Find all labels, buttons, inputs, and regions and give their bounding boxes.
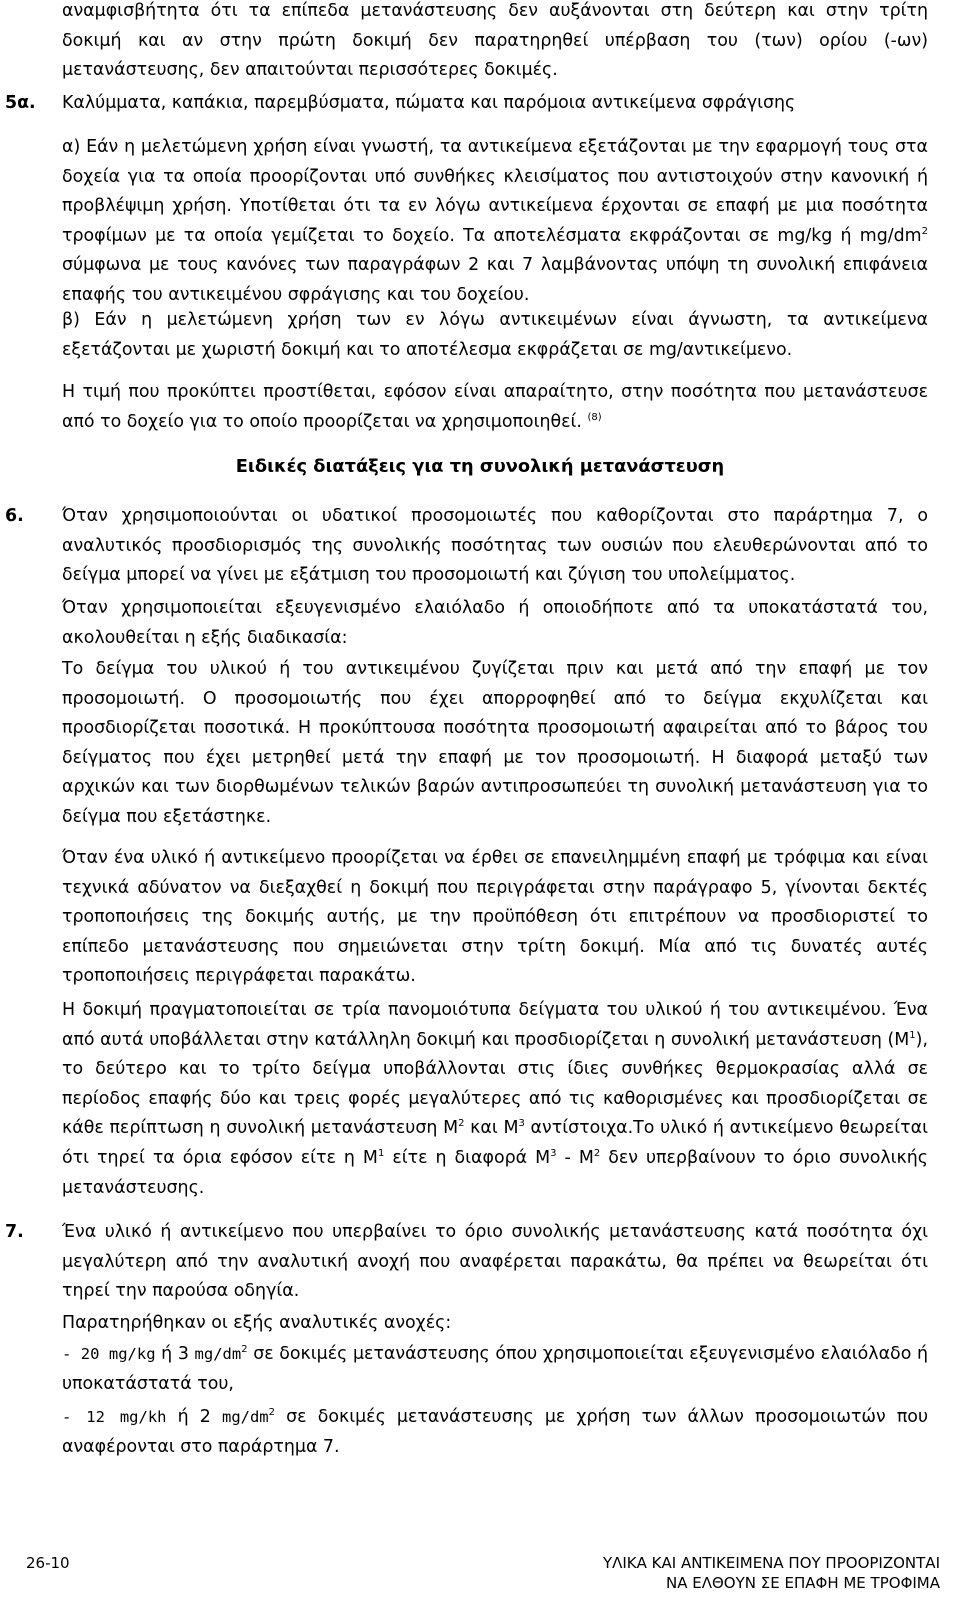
section-6-paragraph-5: Η δοκιμή πραγματοποιείται σε τρία πανομοιότυπα δείγματα του υλικού ή του αντικειμένου. Ένα από αυτά υποβάλλεται στην κατάλληλη δοκιμή και προσδιορίζεται η συνολική μετανάστευση $(M^1)$, το δεύτερο και το τρίτο δείγμα υποβάλλονται στις ίδιες συνθήκες θερμοκρασίας αλλά σε περίοδος επαφής δύο και τρεις φορές μεγαλύτερες από τις καθορισμένες και προσδιορίζεται σε κάθε περίπτωση η συνολική μετανάστευση $M^2$ και $M^3$ αντίστοιχα.Το υλικό ή αντικείμενο θεωρείται ότι τηρεί τα όρια εφόσον είτε η $M^1$ είτε η διαφορά $M^3 - M^2$ δεν υπερβαίνουν το όριο συνολικής μετανάστευσης. bbox=[62, 1000, 928, 1198]
tolerance-item-1: - 20 mg/kg ή 3 $mg/dm^2$ σε δοκιμές μετανάστευσης όπου χρησιμοποιείται εξευγενισμένο ελαιόλαδο ή υποκατάστατά του, bbox=[62, 1344, 928, 1394]
footnote-ref: (8) bbox=[587, 411, 602, 423]
section-6-number: 6. bbox=[5, 506, 24, 526]
section-7-paragraph-2: Παρατηρήθηκαν οι εξής αναλυτικές ανοχές: bbox=[62, 1313, 452, 1333]
section-heading: Ειδικές διατάξεις για τη συνολική μετανάστευση bbox=[235, 456, 725, 477]
section-5a-paragraph-b: β) Εάν η μελετώμενη χρήση των εν λόγω αντικειμένων είναι άγνωστη, τα αντικείμενα εξετάζονται με χωριστή δοκιμή και το αποτέλεσμα εκφράζεται σε mg/αντικείμενο. bbox=[62, 310, 928, 360]
footer-title-line-2: ΝΑ ΕΛΘΟΥΝ ΣΕ ΕΠΑΦΗ ΜΕ ΤΡΟΦΙΜΑ bbox=[666, 1574, 940, 1592]
footer-title bbox=[603, 1553, 940, 1593]
section-5a-number: 5α. bbox=[5, 93, 36, 113]
section-5a-paragraph-c: Η τιμή που προκύπτει προστίθεται, εφόσον είναι απαραίτητο, στην ποσότητα που μετανάστευσε από το δοχείο για το οποίο προορίζεται να χρησιμοποιηθεί. $^{(8)}$ bbox=[62, 382, 928, 432]
section-7-number: 7. bbox=[5, 1222, 24, 1242]
footer-title-line-1: ΥΛΙΚΑ ΚΑΙ ΑΝΤΙΚΕΙΜΕΝΑ ΠΟΥ ΠΡΟΟΡΙΖΟΝΤΑΙ bbox=[602, 1554, 940, 1572]
section-5a-title: Καλύμματα, καπάκια, παρεμβύσματα, πώματα και παρόμοια αντικείμενα σφράγισης bbox=[62, 93, 796, 113]
section-6-paragraph-3: Το δείγμα του υλικού ή του αντικειμένου ζυγίζεται πριν και μετά από την επαφή με τον προσομοιωτή. Ο προσομοιωτής που έχει απορροφηθεί από το δείγμα εκχυλίζεται και προσδιορίζεται ποσοτικά. Η προκύπτουσα ποσότητα προσομοιωτή αφαιρείται από το βάρος του δείγματος που έχει μετρηθεί μετά την επαφή με τον προσομοιωτή. Η διαφορά μεταξύ των αρχικών και των διορθωμένων τελικών βαρών αντιπροσωπεύει τη συνολική μετανάστευση για το δείγμα που εξετάστηκε. bbox=[62, 659, 928, 827]
section-6-paragraph-4: Όταν ένα υλικό ή αντικείμενο προορίζεται να έρθει σε επανειλημμένη επαφή με τρόφιμα και είναι τεχνικά αδύνατον να διεξαχθεί η δοκιμή που περιγράφεται στην παράγραφο 5, γίνονται δεκτές τροποποιήσεις της δοκιμής αυτής, με την προϋπόθεση ότι επιτρέπουν να προσδιοριστεί το επίπεδο μετανάστευσης που σημειώνεται στην τρίτη δοκιμή. Μία από τις δυνατές αυτές τροποποιήσεις περιγράφεται παρακάτω. bbox=[62, 848, 928, 987]
footer-page-number: 26-10 bbox=[26, 1554, 70, 1572]
intro-paragraph: αναμφισβήτητα ότι τα επίπεδα μετανάστευσης δεν αυξάνονται στη δεύτερη και στην τρίτη δοκιμή και αν στην πρώτη δοκιμή δεν παρατηρηθεί υπέρβαση του (των) ορίου (-ων) μετανάστευσης, δεν απαιτούνται περισσότερες δοκιμές. bbox=[62, 1, 928, 81]
section-6-paragraph-1: Όταν χρησιμοποιούνται οι υδατικοί προσομοιωτές που καθορίζονται στο παράρτημα 7, ο αναλυτικός προσδιορισμός της συνολικής ποσότητας των ουσιών που ελευθερώνονται από το δείγμα μπορεί να γίνει με εξάτμιση του προσομοιωτή και ζύγιση του υπολείμματος. bbox=[62, 506, 928, 586]
section-6-paragraph-2: Όταν χρησιμοποιείται εξευγενισμένο ελαιόλαδο ή οποιοδήποτε από τα υποκατάστατά του, ακολουθείται η εξής διαδικασία: bbox=[62, 598, 928, 648]
section-5a-paragraph-a: α) Εάν η μελετώμενη χρήση είναι γνωστή, τα αντικείμενα εξετάζονται με την εφαρμογή τους στα δοχεία για τα οποία προορίζονται υπό συνθήκες κλεισίματος που αντιστοιχούν στην κανονική ή προβλέψιμη χρήση. Υποτίθεται ότι τα εν λόγω αντικείμενα έρχονται σε επαφή με μια ποσότητα τροφίμων με τα οποία γεμίζεται το δοχείο. Τα αποτελέσματα εκφράζονται σε mg/kg ή $mg/dm^2$ σύμφωνα με τους κανόνες των παραγράφων 2 και 7 λαμβάνοντας υπόψη τη συνολική επιφάνεια επαφής του αντικειμένου σφράγισης και του δοχείου. bbox=[62, 137, 928, 305]
section-7-paragraph-1: Ένα υλικό ή αντικείμενο που υπερβαίνει το όριο συνολικής μετανάστευσης κατά ποσότητα όχι μεγαλύτερη από την αναλυτική ανοχή που αναφέρεται παρακάτω, θα πρέπει να θεωρείται ότι τηρεί την παρούσα οδηγία. bbox=[62, 1222, 928, 1302]
tolerance-item-2: - 12 mg/kh ή 2 $mg/dm^2$ σε δοκιμές μετανάστευσης με χρήση των άλλων προσομοιωτών που αναφέρονται στο παράρτημα 7. bbox=[62, 1407, 929, 1457]
